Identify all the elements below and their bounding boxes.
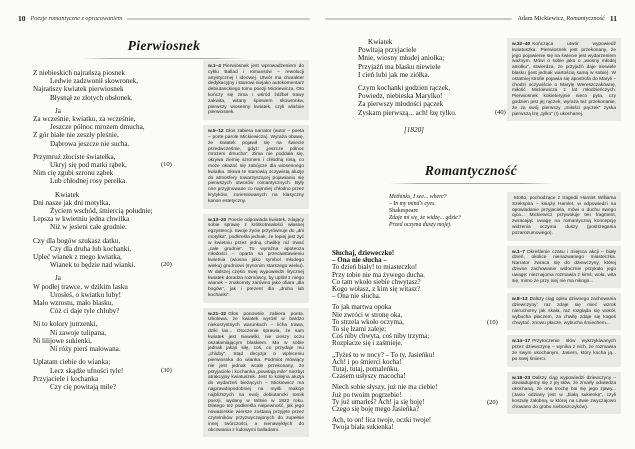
line-number: (40)	[495, 108, 506, 116]
running-title	[517, 15, 604, 22]
poem-line-text: W podłej trawce, w dzikim lasku	[33, 282, 128, 291]
poem-line-text: [1820]	[404, 125, 424, 134]
margin-note	[507, 372, 621, 415]
running-work: Romantyczność	[566, 15, 605, 22]
margin-note	[507, 246, 621, 289]
running-title: Poezje romantyczne z opracowaniem	[30, 15, 123, 22]
pierwiosnek-margin-notes	[203, 60, 309, 437]
poem-line-text: Ni to kolory jutrzenki,	[33, 320, 98, 329]
poem-line	[332, 373, 504, 380]
poem-line	[33, 223, 191, 231]
poem-line	[33, 253, 191, 261]
poem-line	[332, 406, 504, 413]
poem-line	[33, 283, 191, 291]
poem-line-text: Czego się boję mego Jasieńka?	[332, 405, 420, 414]
poem-line	[33, 161, 191, 169]
poem-line-text: Ty już umarłeś? Ach! ja się boję!	[332, 397, 425, 406]
line-number: (30)	[161, 366, 172, 374]
note-label: w.8–13	[512, 297, 528, 303]
poem-line-text: Już po twoim pogrzebie!	[332, 390, 402, 399]
poem-line-text: Urosłeś, o kwiatku luby!	[50, 290, 122, 299]
poem-line-text: Ach, to on! lica twoje, oczki twoje!	[332, 416, 432, 425]
line-number: (10)	[161, 161, 172, 169]
motto-line-text: Shakespeare	[389, 208, 418, 214]
poem-line-text: – Ona nie słucha –	[332, 256, 387, 265]
poem-line-text: Dąbrowa jeszcze nie sucha.	[50, 139, 130, 148]
margin-note	[203, 60, 309, 120]
poem-line-text: Czasem usłyszy macocha!	[332, 372, 406, 381]
poem-line	[33, 337, 191, 345]
note-text: Dalszy ciąg wypowiedzi dziewczyny – dowiadujemy się z jej słów, że zmarły odwiedza ukochaną, że ona trochę boi się jego zjawy... (Jasio odziany jest w „białą sukienkę”, czyli koszulę żałobną, w której na Litwie zwyczajowo chowano do grobu nieboszczyków).	[512, 375, 616, 410]
poem-line	[33, 307, 191, 315]
motto-line	[389, 222, 461, 229]
poem-line-text: Rozpłacze się i zaśmieje.	[332, 339, 403, 348]
poem-line	[33, 215, 191, 223]
poem-line-text: Mnie, wiosny młodej aniołka;	[358, 54, 445, 63]
poem-line	[332, 293, 504, 300]
poem-line	[33, 191, 191, 199]
poem-line-text: Życiem wschód, śmiercią południe;	[50, 207, 153, 216]
poem-line-text: Czy dla bogów szukasz datku,	[33, 236, 121, 245]
poem-line-text: Co tam wkoło siebie chwytasz?	[332, 277, 421, 286]
note-text: Pierwiosnek jest wprowadzeniem do cyklu Ballad i romansów – rewolucji artystycznej i ideowej. Utwór ma charakter dedykacyjny i stanowi niejako autokomentarz debiutanckiego tomu poezji Mickiewicza. Oto kończy się zima i wśród źdźbeł trawy zakwita, witany śpiewem skowronka, pierwszy wiosenny kwiatek, czyli właśnie pierwiosnek.	[208, 64, 304, 116]
note-label: w.14–17	[512, 339, 531, 345]
poem-line-text: Słuchaj, dzieweczko!	[332, 249, 395, 257]
pierwiosnek-poem	[33, 69, 191, 391]
poem-line	[33, 383, 191, 391]
poem-line-text: I cień lubi jak me ziółka.	[358, 70, 430, 79]
book-page-right	[325, 13, 617, 445]
poem-line	[358, 54, 518, 62]
motto-line	[389, 215, 461, 222]
poem-line	[33, 177, 191, 185]
poem-line	[33, 77, 191, 85]
poem-line-text: Ni róży pierś malowana.	[50, 345, 121, 354]
page-header-left	[18, 13, 310, 24]
poem-line	[33, 274, 191, 282]
motto-line-text: Przed oczyma duszy mojej.	[389, 222, 452, 228]
poem-line	[33, 199, 191, 207]
poem-line-text: Kogo wołasz, z kim się witasz?	[332, 285, 421, 294]
note-text: Dalszy ciąg opisu dziwnego zachowania dziewczyny: raz zdaje się mieć wzrok nieruchomy jak skała, raz rozgląda się wokół, wybucha płaczem, za chwilę zdaje się kogoś chwytać, znowu płacze, wybucha śmiechem...	[512, 297, 616, 326]
poem-line-text: Cóż ci daje tyle chluby?	[50, 307, 120, 316]
poem-line-text: Ja	[55, 274, 61, 283]
poem-line-text: Błysnął ze złotych obsłonek.	[50, 93, 133, 102]
poem-line	[33, 329, 191, 337]
note-label: w.32–40	[512, 42, 531, 47]
poem-line-text: Lepsza w kwietniu jedna chwilka	[33, 215, 130, 224]
poem-line-text: Z gór białe nie zeszły pleśnie,	[33, 131, 119, 140]
poem-line-text: Za pierwszy młodości pączek	[358, 100, 444, 109]
poem-line-text: Upleć wianek z mego kwiatka,	[33, 253, 122, 262]
poem-line-text: Ledwie zadzwonił skowronek,	[50, 77, 139, 86]
note-text: Określenie czasu i miejsca akcji – biały dzień, okolice nienazwanego miasteczka. Narrator zwraca się do dziewczyny, której dziwne zachowanie widocznie przykuło jego uwagę: nieznajoma rozmawia z kimś, woła, wita się, mimo że przy niej nie ma nikogo...	[512, 249, 616, 284]
poem-line	[33, 94, 191, 102]
poem-line-text: Niech sobie słyszy, już nie ma ciebie!	[332, 383, 438, 392]
pierwiosnek-final-note	[507, 38, 621, 121]
poem-line	[33, 131, 191, 139]
margin-note	[203, 125, 309, 208]
poem-line	[358, 71, 518, 79]
motto-line-text: Methinks, I see... where?	[389, 194, 447, 200]
page-number: 11	[609, 14, 617, 23]
poem-line	[33, 299, 191, 307]
poem-line-text: To strzela wkoło oczyma,	[332, 317, 404, 326]
note-text: Poecie odpowiada kwiatek, zdający sobie sprawę z krótkotrwałości własnej egzystencji. Swoje życie przyrównuje do „dni motylka”, podkreśla jednak, że lepiej jest żyć w kwietniu przez jedną chwilkę niż trwać „całe grudnie”. To wyraźna apoteoza młodości – oparta na przeciwstawieniu kwietnia (wiosna jako symbol młodego wieku) grudniowi (synonim starszego wieku). W dalszej części swej wypowiedzi lirycznej kwiatek doradza rozmówcy, by uplótł z niego wianek – znakomity zarówno jako ofiara „dla bogów”, jak i prezent dla „druha lub kochanki”.	[208, 217, 304, 298]
poem-line-text: Przymruż złociste światełka,	[33, 152, 116, 161]
line-number: (10)	[487, 318, 498, 326]
poem-line-text: Lub chłodnej rosy perełka.	[50, 177, 128, 186]
poem-line	[358, 84, 518, 92]
romantycznosc-poem	[332, 250, 504, 432]
title-rule	[389, 183, 553, 184]
poem-line	[33, 320, 191, 328]
poem-line-text: Ach! i po śmierci kocha!	[332, 357, 402, 366]
poem-line	[358, 46, 518, 54]
margin-note	[507, 293, 621, 330]
note-label: w.13–20	[208, 217, 227, 223]
book-page-left	[18, 13, 310, 445]
margin-note	[203, 308, 309, 438]
motto-line	[389, 208, 461, 215]
poem-line	[33, 169, 191, 177]
line-number: (20)	[161, 261, 172, 269]
poem-line-text: Nim cię zgubi szronu ząbek	[33, 169, 114, 178]
note-label: w.21–32	[208, 311, 227, 317]
poem-title-romantycznosc	[325, 163, 617, 184]
poem-line-text: Czy dla druha lub kochanki,	[50, 244, 132, 253]
poem-line-text: Kwiatek	[368, 38, 393, 46]
poem-line	[33, 261, 191, 269]
poem-line	[332, 340, 504, 347]
poem-line	[358, 100, 518, 108]
poem-line	[332, 424, 504, 431]
note-text: Motto, pochodzące z tragedii Hamlet Williama Szekspira – książę Hamlet, w odpowiedzi na opowiadanie przyjaciela, mówi o duchu swego ojca... Mickiewicz przywołuje ten fragment, zwracając uwagę na romantyczną koncepcję widzenia oczyma duszy (postrzegania pozarozumowego).	[512, 196, 616, 236]
poem-line-text: Tutaj, tutaj, pomaleńku,	[332, 365, 399, 374]
motto-line	[389, 201, 461, 208]
note-text: Kończąca utwór wypowiedź kwiatuszka. Pierwiosnek jest przekonany, że jego pojawienie się na świecie jest wydarzeniem ważnym. Mówi o sobie jako o „wiosny młodej aniołku”, stwierdza, że przyjaźń daje niewiele blasku (jest jednak wartością samą w sobie). W ostatniej strofie pojawia się apostrofa do Maryli – chodzi oczywiście o Marylę Wereszczakównę, miłość Mickiewicza z lat młodzieńczych. Pierwiosnek kokieteryjnie nieco pyta, czy godzien jest jej rączek, wyraża też przekonanie, że za swój pierwszy „miłości pączek” zyska pierwszą łzę „tylko” (!) ukochanej.	[512, 42, 616, 117]
running-author: Adam Mickiewicz,	[517, 15, 565, 22]
margin-note	[507, 335, 621, 366]
poem-line-text: Przyjaciele i kochanka	[33, 374, 99, 383]
poem-line	[33, 107, 191, 115]
poem-line-text: Wianek to będzie nad wianki.	[50, 261, 136, 270]
poem-line	[33, 375, 191, 383]
poem-line-text: To jak martwa opoka	[332, 303, 392, 312]
poem-line	[33, 123, 191, 131]
header-rule	[325, 18, 512, 20]
poem-line	[33, 358, 191, 366]
motto-line	[389, 194, 461, 201]
poem-line-text: Przy tobie nie ma żywego ducha.	[332, 270, 425, 279]
note-label: w.5–12	[208, 129, 224, 135]
poem-line	[358, 109, 518, 117]
poem-line-text: To dzień biały! to miasteczko!	[332, 263, 418, 272]
margin-note	[507, 192, 621, 241]
poem-line-text: Zyskam pierwszą... ach! łzę tylko.	[358, 108, 457, 117]
poem-line-text: – Ona nie słucha.	[332, 292, 381, 301]
page-header-right	[325, 13, 617, 24]
poem-line-text: Niż w jesieni całe grudnie.	[50, 223, 127, 232]
poem-line-text: Czy cię powitają mile?	[50, 382, 117, 391]
margin-note	[507, 38, 621, 121]
note-text: Głos ponownie zabiera poeta. Ubolewa, że kwiatek wyrósł w bardzo niekorzystnych warunkach – licha trawa, dziki las... Otoczenie sprawia, że sam kwiatek jest niewielki, nie cieszy oczu oszałamiającym blaskiem. Ma w sobie jednak jakąś siłę, coś, co przydaje mu „chluby”. Stąd decyzja o wpleceniu pierwiosnka do wianka. Podmiot mówiący nie jest jednak wcale przekonany, że przyjaciele i kochanka „powitają mile” niezbyt atrakcyjny kwiatuszek. Jest to kolejna aluzja do wydarzeń bieżących – Mickiewicz ma najprawdopodobniej na myśli reakcje najbliższych na swój debiutancki tomik poezji, wydany w Wilnie w 1822 roku. Dlatego też podkreśla niepewność, jak jego nowatorskie wiersze zostaną przyjęte przez czytelników przyzwyczajonych do zupełnie innej twórczości, a nienawykłych do obcowania z ludowymi balladami.	[208, 311, 304, 433]
note-label: w.18–23	[512, 375, 531, 381]
poem-line-text: Uplatam ciebie do wianka;	[33, 358, 111, 367]
poem-line-text: Ni lilijowe sukienki,	[33, 336, 92, 345]
poem-line-text: Za wcześnie, kwiatku, za wcześnie,	[33, 115, 136, 124]
note-text: Przytoczenie słów wykrzykiwanych przez dziewczynę – wynika z nich, że rozmawia ze swym ukochanym, Jasiem, który kocha ją... po swej śmierci.	[512, 339, 616, 362]
poem-line	[33, 140, 191, 148]
note-label: w.1–4	[208, 64, 221, 69]
poem-line-text: Coś niby chwyta, coś niby trzyma;	[332, 332, 430, 341]
poem-line-text: Nie zwróci w stronę oka,	[332, 310, 403, 319]
poem-line-text: Z niebieskich najrańszą piosnek	[33, 69, 126, 77]
poem-line-text: Powitają przyjaciele	[358, 46, 417, 55]
poem-line	[358, 63, 518, 71]
poem-line	[33, 153, 191, 161]
header-rule	[127, 18, 310, 20]
title-text: Romantyczność	[424, 163, 518, 178]
poem-line	[33, 345, 191, 353]
note-label: w.1–7	[512, 249, 525, 255]
poem-line-text: Twoja biała sukienka!	[332, 423, 394, 432]
poem-line-text: Ukryj się pod matki rąbek,	[50, 161, 127, 170]
poem-line	[33, 291, 191, 299]
poem-line	[358, 92, 518, 100]
margin-note	[203, 214, 309, 303]
line-number: (20)	[487, 398, 498, 406]
title-text: Pierwiosnek	[127, 38, 201, 53]
poem-line-text: Powiedz, niebieska Marylko!	[358, 92, 443, 101]
pierwiosnek-poem-end	[358, 38, 518, 134]
poem-line-text: Najrańszy kwiatek pierwiosnek	[33, 85, 124, 94]
poem-line-text: Dni nasze jak dni motylka,	[33, 198, 111, 207]
motto-line-text: – In my mind's eyes.	[389, 201, 436, 207]
motto-line-text: Zdaje mi się, że widzę... gdzie?	[389, 215, 461, 221]
poem-line-text: „Tyżeś to w nocy? – To ty, Jasieńku!	[332, 350, 435, 359]
poem-line	[33, 115, 191, 123]
poem-line-text: Przyjaźń ma blasku niewiele	[358, 62, 441, 71]
poem-line-text: Mało wzrostu, mało blasku,	[33, 299, 114, 308]
note-text: Głos zabiera narrator (autor – poeta – porte parole Mickiewicza). Wyraża obawę, że kwiatek pojawił się na świecie przedwcześnie, gdyż: „jeszcze północ mrozem dmucha”. Zima nie poddała się, okrywa ziemię szronem i chłodną rosą, co może okazać się zabójcze dla wiosennego kwiatka. Słowa te stanowią oczywistą aluzję do atmosfery towarzyszącej pojawianiu się pierwszych utworów romantycznych. Były one przyjmowane co najmniej chłodno przez krytyków, zorientowanych na klasyczny kanon estetyczny.	[208, 129, 304, 204]
poem-line-text: Lecz skądże ufności tyle!	[50, 366, 124, 375]
poem-line	[33, 237, 191, 245]
poem-line	[358, 126, 518, 134]
poem-line-text: Ni zawoje tulipana,	[50, 328, 107, 337]
poem-title-pierwiosnek	[18, 38, 310, 59]
title-rule	[82, 58, 246, 59]
poem-line-text: To się łzami zaleje;	[332, 325, 387, 334]
poem-line-text: Ja	[55, 106, 61, 115]
poem-line-text: Czym kochanki godzien rączek,	[358, 84, 451, 93]
poem-line-text: Jeszcze północ mrozem dmucha,	[50, 123, 145, 132]
poem-line	[33, 367, 191, 375]
romantycznosc-margin-notes	[507, 192, 621, 414]
poem-line	[33, 207, 191, 215]
page-number: 10	[18, 14, 26, 23]
poem-line	[33, 85, 191, 93]
poem-line-text: Kwiatek	[55, 190, 80, 199]
romantycznosc-motto	[389, 194, 461, 229]
poem-line	[33, 69, 191, 77]
poem-line	[33, 245, 191, 253]
poem-line	[358, 38, 518, 46]
